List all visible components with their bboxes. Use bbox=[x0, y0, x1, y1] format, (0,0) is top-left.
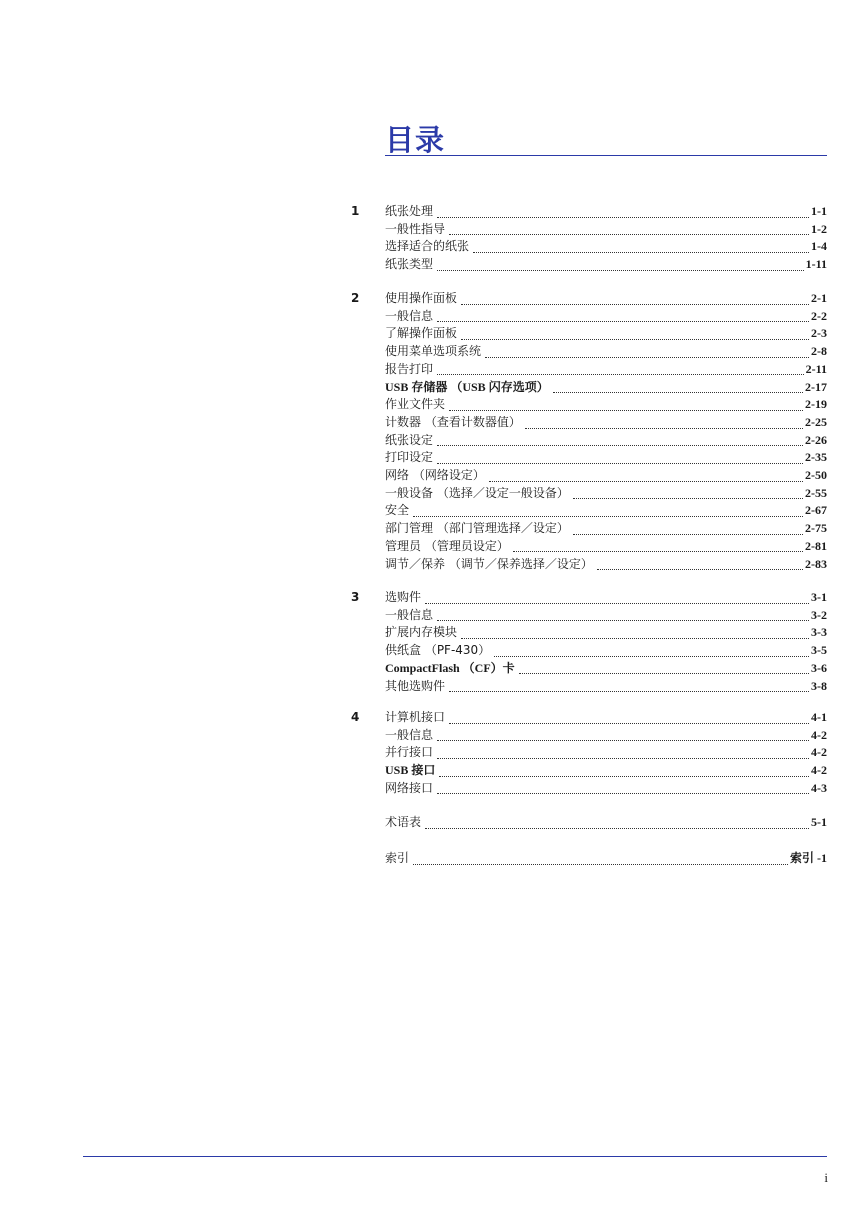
toc-entry-page: 2-2 bbox=[811, 308, 827, 323]
toc-entry[interactable] bbox=[385, 556, 827, 574]
toc-entry[interactable] bbox=[385, 814, 827, 832]
dot-leader bbox=[439, 764, 809, 777]
toc-entry-page: 2-19 bbox=[805, 397, 827, 412]
dot-leader bbox=[519, 661, 809, 674]
toc-entry-label: 供纸盒 （PF-430） bbox=[385, 643, 491, 658]
toc-entry-page: 索引 -1 bbox=[790, 851, 827, 865]
toc-entry-label: 计数器 （查看计数器值） bbox=[385, 414, 521, 429]
toc-entry-page: 4-2 bbox=[811, 745, 827, 760]
toc-entry-page: 4-3 bbox=[811, 780, 827, 795]
toc-entry[interactable] bbox=[385, 520, 827, 538]
dot-leader bbox=[449, 711, 809, 724]
dot-leader bbox=[437, 258, 804, 271]
toc-entry[interactable] bbox=[385, 678, 827, 696]
toc-entry-label: 调节／保养 （调节／保养选择／设定） bbox=[385, 556, 593, 571]
dot-leader bbox=[449, 222, 809, 235]
toc-entry-label: 网络 （网络设定） bbox=[385, 468, 485, 482]
page-number: i bbox=[824, 1170, 828, 1185]
toc-entry-label: 并行接口 bbox=[385, 745, 434, 760]
page-title: 目录 bbox=[385, 123, 446, 157]
toc-entry[interactable] bbox=[385, 432, 827, 450]
toc-entry-page: 3-1 bbox=[811, 590, 827, 604]
toc-entry[interactable] bbox=[385, 780, 827, 798]
toc-entry[interactable] bbox=[385, 467, 827, 485]
toc-entry-page: 3-8 bbox=[811, 678, 827, 693]
toc-entry-label: 使用操作面板 bbox=[385, 291, 458, 305]
dot-leader bbox=[473, 240, 809, 253]
toc-entry[interactable] bbox=[385, 325, 827, 343]
toc-entry[interactable] bbox=[385, 343, 827, 361]
toc-entry-label: CompactFlash （CF）卡 bbox=[385, 660, 515, 675]
toc-entry-page: 2-1 bbox=[811, 291, 827, 305]
toc-entry-page: 4-1 bbox=[811, 710, 827, 724]
toc-entry[interactable] bbox=[385, 624, 827, 642]
chapter-number: 4 bbox=[351, 710, 360, 724]
toc-entry-label: 管理员 （管理员设定） bbox=[385, 538, 509, 553]
toc-entry-label: 其他选购件 bbox=[385, 678, 446, 693]
dot-leader bbox=[461, 327, 809, 340]
toc-entry-page: 2-55 bbox=[805, 485, 827, 500]
toc-entry-label: 一般信息 bbox=[385, 607, 434, 622]
toc-entry-label: 一般设备 （选择／设定一般设备） bbox=[385, 485, 569, 500]
toc-entry-page: 4-2 bbox=[811, 727, 827, 742]
toc-entry[interactable] bbox=[385, 727, 827, 745]
toc-entry-label: 扩展内存模块 bbox=[385, 625, 458, 640]
toc-entry-label: 使用菜单选项系统 bbox=[385, 344, 482, 359]
chapter-number: 1 bbox=[351, 204, 360, 218]
toc-entry[interactable] bbox=[385, 502, 827, 520]
toc-entry-page: 2-3 bbox=[811, 326, 827, 341]
dot-leader bbox=[461, 292, 809, 305]
toc-entry-label: 术语表 bbox=[385, 815, 422, 829]
toc-entry-page: 2-50 bbox=[805, 468, 827, 482]
dot-leader bbox=[494, 644, 809, 657]
dot-leader bbox=[525, 416, 803, 429]
dot-leader bbox=[485, 345, 809, 358]
toc-entry[interactable] bbox=[385, 762, 827, 780]
toc-entry-page: 2-26 bbox=[805, 432, 827, 447]
toc-entry-label: 作业文件夹 bbox=[385, 397, 446, 412]
toc-entry[interactable] bbox=[385, 290, 827, 308]
toc-entry[interactable] bbox=[385, 449, 827, 467]
toc-entry-page: 1-4 bbox=[811, 239, 827, 254]
dot-leader bbox=[413, 504, 803, 517]
dot-leader bbox=[437, 728, 809, 741]
toc-entry[interactable] bbox=[385, 538, 827, 556]
dot-leader bbox=[489, 469, 803, 482]
dot-leader bbox=[413, 852, 788, 865]
toc-entry[interactable] bbox=[385, 414, 827, 432]
toc-entry[interactable] bbox=[385, 308, 827, 326]
toc-entry[interactable] bbox=[385, 203, 827, 221]
toc-entry-page: 2-35 bbox=[805, 450, 827, 465]
toc-entry-page: 2-17 bbox=[805, 379, 827, 394]
chapter-number: 2 bbox=[351, 291, 360, 305]
toc-entry[interactable] bbox=[385, 361, 827, 379]
dot-leader bbox=[573, 486, 803, 499]
dot-leader bbox=[437, 451, 803, 464]
toc-entry-label: 报告打印 bbox=[385, 361, 434, 376]
dot-leader bbox=[437, 362, 804, 375]
dot-leader bbox=[513, 539, 803, 552]
dot-leader bbox=[437, 205, 809, 218]
toc-entry-page: 3-2 bbox=[811, 607, 827, 622]
toc-entry[interactable] bbox=[385, 709, 827, 727]
toc-entry[interactable] bbox=[385, 642, 827, 660]
toc-entry[interactable] bbox=[385, 256, 827, 274]
toc-entry-label: 一般性指导 bbox=[385, 221, 446, 236]
dot-leader bbox=[437, 781, 809, 794]
dot-leader bbox=[461, 626, 809, 639]
toc-entry-label: 纸张处理 bbox=[385, 204, 434, 218]
dot-leader bbox=[449, 679, 809, 692]
toc-entry[interactable] bbox=[385, 607, 827, 625]
dot-leader bbox=[437, 433, 803, 446]
toc-entry[interactable] bbox=[385, 238, 827, 256]
toc-entry[interactable] bbox=[385, 744, 827, 762]
toc-entry-page: 1-11 bbox=[805, 257, 827, 272]
dot-leader bbox=[437, 608, 809, 621]
footer-divider bbox=[83, 1156, 827, 1157]
toc-entry-label: 了解操作面板 bbox=[385, 326, 458, 341]
toc-entry-page: 2-67 bbox=[805, 503, 827, 518]
toc-entry[interactable] bbox=[385, 379, 827, 397]
dot-leader bbox=[425, 591, 809, 604]
toc-entry-page: 2-11 bbox=[805, 361, 827, 376]
toc-entry[interactable] bbox=[385, 396, 827, 414]
toc-entry-page: 3-5 bbox=[811, 643, 827, 658]
toc-entry-page: 3-6 bbox=[811, 660, 827, 675]
toc-entry[interactable] bbox=[385, 850, 827, 868]
toc-entry-label: 选择适合的纸张 bbox=[385, 239, 470, 254]
toc-entry-label: 安全 bbox=[385, 503, 410, 518]
toc-entry-label: 选购件 bbox=[385, 590, 422, 604]
toc-entry-label: 一般信息 bbox=[385, 308, 434, 323]
toc-entry-page: 2-25 bbox=[805, 414, 827, 429]
toc-entry-page: 5-1 bbox=[811, 815, 827, 829]
toc-entry-label: 一般信息 bbox=[385, 727, 434, 742]
toc-entry[interactable] bbox=[385, 589, 827, 607]
dot-leader bbox=[437, 746, 809, 759]
toc-entry-label: USB 接口 bbox=[385, 763, 436, 778]
toc-entry-page: 4-2 bbox=[811, 763, 827, 778]
toc-entry-label: 网络接口 bbox=[385, 780, 434, 795]
toc-entry-label: 计算机接口 bbox=[385, 710, 446, 724]
dot-leader bbox=[573, 522, 803, 535]
dot-leader bbox=[597, 557, 803, 570]
toc-entry-label: 索引 bbox=[385, 851, 410, 865]
toc-entry[interactable] bbox=[385, 485, 827, 503]
toc-entry-label: USB 存储器 （USB 闪存选项） bbox=[385, 379, 549, 394]
toc-entry-label: 纸张设定 bbox=[385, 432, 434, 447]
toc-entry-label: 打印设定 bbox=[385, 450, 434, 465]
toc-entry-label: 纸张类型 bbox=[385, 257, 434, 272]
toc-entry[interactable] bbox=[385, 660, 827, 678]
chapter-number: 3 bbox=[351, 590, 360, 604]
dot-leader bbox=[437, 309, 809, 322]
dot-leader bbox=[553, 380, 803, 393]
toc-entry-label: 部门管理 （部门管理选择／设定） bbox=[385, 521, 569, 536]
toc-entry-page: 3-3 bbox=[811, 625, 827, 640]
toc-entry-page: 1-2 bbox=[811, 221, 827, 236]
dot-leader bbox=[425, 816, 809, 829]
toc-entry-page: 1-1 bbox=[811, 204, 827, 218]
toc-entry-page: 2-83 bbox=[805, 556, 827, 571]
toc-entry[interactable] bbox=[385, 221, 827, 239]
toc-entry-page: 2-8 bbox=[811, 344, 827, 359]
toc-entry-page: 2-81 bbox=[805, 538, 827, 553]
dot-leader bbox=[449, 398, 803, 411]
toc-entry-page: 2-75 bbox=[805, 521, 827, 536]
title-divider bbox=[385, 155, 827, 156]
